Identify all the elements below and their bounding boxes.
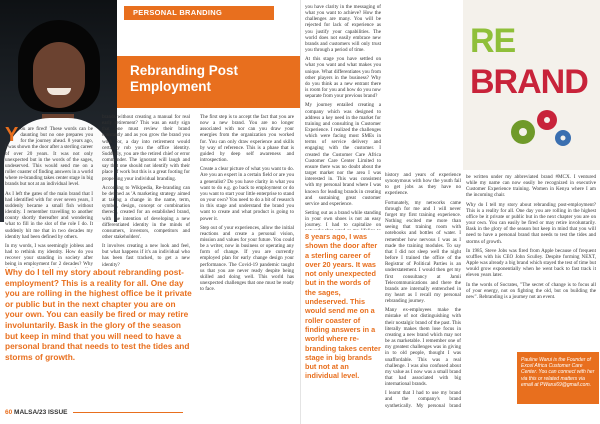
byline-rule (186, 100, 198, 101)
paragraph: Step out of your experiences, allow the initial reactions and create a personal vision, mission and values for your future. You could be a writer, now in business or operating any form of change. If you are currently employed plan for early change design your performance. The Covid-19 pandemic taught us that you are never ready despite being skilled and doing well. This world has unexpected challenges that one must be ready to face. (200, 224, 294, 293)
paragraph: The first step is to accept the fact that you are now a new brand. You are no longer associated with nor can you draw your energies from the organization you worked for. You can only draw experience and skills by way of reference. This is a phase that is guided by deep self awareness and introspection. (200, 114, 294, 164)
pull-quote: Why do I tell my story about rebranding post-employment? This is a reality for all. One day you are rolling in the highest office be it private or public but in the next chapter you are on your own. You can easily be fired or may retire involuntarily. Bask in the glory of the season but keep in mind that you will need to have a personal brand that needs to test the tides and storms of growth. (5, 267, 192, 362)
left-column-1 (5, 126, 93, 268)
paragraph: you have clarity in the messaging of what you want to achieve? How the challenges are many. You will be rejected for lack of experience as you justify your capabilities. The world does not easily embrace new brands and customers will only trust you through a period of time. (305, 4, 381, 54)
section-tag: PERSONAL BRANDING (124, 6, 274, 20)
paragraph: Fortunately, my networks came through for me and I will never forget my first training experience. Nothing excited me more than seeing that training room with notebooks and bottles of water. I remember how nervous I was as I made the training modules. To say that I did not sleep well the night before I trained the office of the Registrar of Political Parties is an understatement. I would then get my first consultancy at Jamii Telecommunications and there the brands are internally entrenched in my heart as I recall my personal rebranding journey. (385, 199, 461, 305)
left-column-3 (200, 114, 294, 404)
page-number: 60 (5, 409, 13, 416)
paragraph: In the words of Socrates, "The secret of change is to focus all of your energy, not on fighting the old, but on building the new". Rebranding is a journey not an event. (466, 281, 596, 300)
byline: By Pauline Warui (200, 98, 258, 107)
paragraph: At this stage you have settled on what you want and what makes you unique. What differentiates you from other players in the business? Why do you think as a new entrant there is room for you and how do you now separate from your previous brand? (305, 56, 381, 100)
paragraph: Why do I tell my story about rebranding post-employment? This is a reality for all. One day you are rolling in the highest office be it private or public but in the next chapter you are on your own. You can easily be fired or may retire involuntarily. Bask in the glory of the season but keep in mind that you will need to have a personal brand that needs to test the tides and storms of growth. (466, 201, 596, 245)
paragraph: Create a clear picture of what you want to do. Are you an expert in a certain field or are you a generalist? Do you have clarity in what you want to do e.g. go back to employment or do you want to start your little enterprise to stand on your own? You need to do a bit of research in this stage and understand the brand you want to create and what product is going to power it. (200, 166, 294, 222)
paragraph: ou are fired! These words can be daunting but no one prepares you for the journey ahead. 8 years ago, I was shown the door after a sterling career of over 20 years. It was not only unexpected but in the words of the sages, undeserved. This would send me on a roller coaster of finding answers in a world where re-branding takes center stage in big brands but not at an individual level. (5, 126, 93, 188)
title-line-1: Rebranding Post (130, 63, 239, 78)
paragraph: In my words, I was seemingly jobless and had to rethink my identity. How do you recover your standing in society after being in employment for 2 decades? Why (5, 242, 93, 268)
paragraph: My journey entailed creating a company which was designed to address a key need in the market for training and consulting in Customer Experience. I realized the challenges which were facing most SMEs in terms of service delivery and engaging with the customer. I created the Customer Care Africa Customer Care Center Limited to ensure there was no doubt about the target market nor the area I was interested in. This was consistent with my personal brand where I was known for leading brands in creating and sustaining great customer service and experience. (305, 102, 381, 207)
paragraph: As I left the gates of the main brand that I had identified with for over seven years, I suddenly became a small fish without identity. I remember travelling to another county shortly thereafter and wondering what to fill in the slot of the role I do. It suddenly hit me that in two decades my identity had been defined by others. (5, 190, 93, 240)
author-bio-box: Pauline Warui is the Founder of Excel Africa Customer Care Center. You can connect with her via this or related matters via email at PWarui69@gmail.com. (517, 352, 599, 404)
paragraph: According to Wikipedia, Re-branding can be defined as 'A marketing strategy aimed at taking a change in the name, term, symbol, design, concept or combination thereof, created for an established brand, with the intention of developing a new differentiated identity in the minds of consumers, investors, competitors and other stakeholders'. (102, 184, 190, 240)
paragraph: be written under my abbreviated brand #MCX. I ventured while my name can now easily be recognized in executive Customer Experience training. Women in Kenya where I am the incoming chair. (466, 174, 596, 199)
paragraph: Many ex-employees make the mistake of not distinguishing with their nostalgic brand of the past. This literally makes them lose focus in creating a new brand which may not be as marketable. I remember one of my greatest challenges was in giving in to old people, thought I was unaffordable. This was a real challenge. I was also confused about my value as I now was a small brand that had associated with big international brands. (385, 307, 461, 388)
drop-cap: Y (5, 126, 19, 146)
right-pull-quote: 8 years ago, I was shown the door after a sterling career of over 20 years. It was not only unexpected but in the words of the sages, undeserved. This would send me on a roller coaster of finding answers in a world where re-branding takes center stage in big brands but not at an individual level. (305, 232, 381, 381)
rebrand-art-brand: BRAND (470, 63, 588, 101)
paragraph: It involves creating a new look and feel, but what happens if it's an individual who has been fast tracked, to get a new identity? (102, 243, 190, 268)
paragraph: I learnt that I had to use my brand and the company's brand synthetically. My personal brand (385, 390, 461, 408)
right-column-2 (385, 172, 461, 408)
gears-illustration (505, 102, 575, 152)
title-line-2: Employment (130, 79, 212, 94)
paragraph: Setting out as a brand while standing in your own shoes is not an easy journey. I had to capitalize on (305, 210, 381, 229)
paragraph: history and years of experience synonymous with how the youth fail to get jobs as they have no experience. (385, 172, 461, 197)
page-footer (5, 409, 183, 416)
right-column-1 (305, 4, 381, 230)
issue-label: MALSA/23 ISSUE (14, 409, 68, 416)
article-title (130, 63, 290, 95)
paragraph: In 1985, Steve Jobs was fired from Apple because of frequent scuffles with his CEO John Sculley. Despite forming NEXT, Apple was already a big brand which stayed the test of time but would grow exponentially when he went back to fast track it eleven years later. (466, 247, 596, 279)
right-column-3 (466, 174, 596, 350)
left-column-2 (102, 114, 190, 268)
paragraph: brands without creating a manual for real early retirement? This was an early sign that one must review their brand constantly and as you grow the brand you work for, a day into retirement would certainly rob you the office identity. Suddenly, you are the retired chief or error commander. The ignorant will laugh and say that one should not identify with their place of work but this is a great footing for propelling your individual branding. (102, 114, 190, 182)
rebrand-art-re: RE (470, 22, 516, 60)
